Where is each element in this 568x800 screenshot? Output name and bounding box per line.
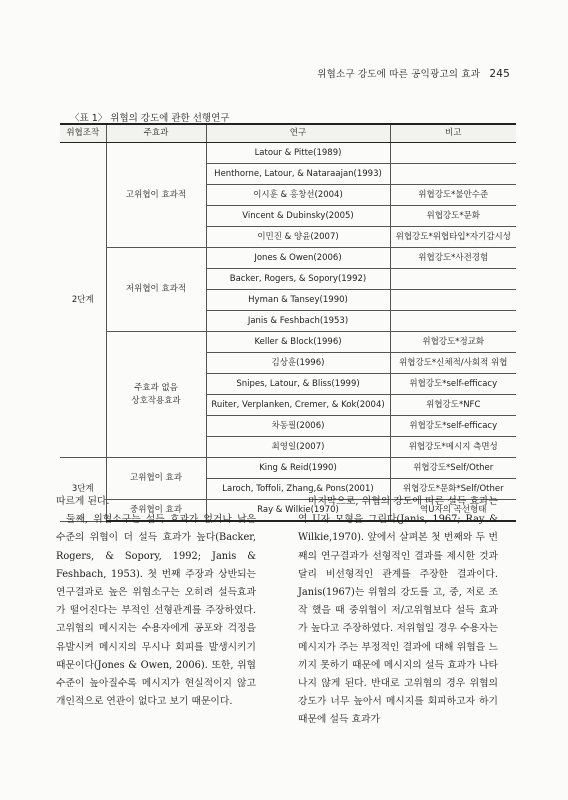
table-header-row bbox=[60, 124, 516, 143]
header-study: 연구 bbox=[206, 124, 390, 143]
note-cell: 위협강도*위협타입*자기감시성 bbox=[390, 227, 516, 248]
main-effect-cell: 중위협이 효과 bbox=[106, 500, 206, 522]
body-paragraph: 둘째, 위협소구는 설득 효과가 없거나 낮은 수준의 위협이 더 설득 효과가 높다(Backer, Rogers, & Sopory, 1992; Janis & Feshbach, 1953). 첫 번째 주장과 상반되는 연구결과로 높은 위협소구는 오히려 설득효과가 떨어진다는 부적인 선형관계를 주장하였다. 고위협의 메시지는 수용자에게 공포와 걱정을 유발시켜 메시지의 무시나 회피를 발생시키기 때문이다(Jones & Owen, 2006). 또한, 위협 수준이 높아질수록 메시지가 현실적이지 않고 개인적으로 연관이 없다고 보기 때문이다. bbox=[56, 514, 256, 708]
header-note: 비고 bbox=[390, 124, 516, 143]
study-cell: Laroch, Toffoli, Zhang,& Pons(2001) bbox=[206, 479, 390, 500]
note-cell: 위협강도*정교화 bbox=[390, 332, 516, 353]
stage-cell: 2단계 bbox=[60, 143, 106, 458]
table-row bbox=[60, 143, 516, 164]
study-cell: Vincent & Dubinsky(2005) bbox=[206, 206, 390, 227]
study-cell: 차동필(2006) bbox=[206, 416, 390, 437]
body-paragraph: 따르게 된다. bbox=[56, 496, 110, 507]
study-cell: Snipes, Latour, & Bliss(1999) bbox=[206, 374, 390, 395]
study-cell: Henthorne, Latour, & Nataraajan(1993) bbox=[206, 164, 390, 185]
running-header-title: 위협소구 강도에 따른 공익광고의 효과 bbox=[317, 69, 481, 80]
note-cell: 위협강도*신체적/사회적 위협 bbox=[390, 353, 516, 374]
note-cell: 위협강도*메시지 측면성 bbox=[390, 437, 516, 458]
study-cell: 김상훈(1996) bbox=[206, 353, 390, 374]
study-cell: 이시훈 & 홍창선(2004) bbox=[206, 185, 390, 206]
table-row bbox=[60, 458, 516, 479]
note-cell: 위협강도*Self/Other bbox=[390, 458, 516, 479]
main-effect-cell: 저위협이 효과적 bbox=[106, 248, 206, 332]
note-cell bbox=[390, 164, 516, 185]
note-cell bbox=[390, 311, 516, 332]
header-main-effect: 주효과 bbox=[106, 124, 206, 143]
note-cell: 위협강도*불안수준 bbox=[390, 185, 516, 206]
main-effect-cell: 고위협이 효과 bbox=[106, 458, 206, 500]
note-cell: 위협강도*self-efficacy bbox=[390, 416, 516, 437]
table-row bbox=[60, 248, 516, 269]
note-cell bbox=[390, 269, 516, 290]
body-column-left bbox=[56, 493, 256, 711]
note-cell: 위협강도*NFC bbox=[390, 395, 516, 416]
body-paragraph: 마지막으로, 위협의 강도에 따른 설득 효과는 역 U자 모형을 그린다(Janis, 1967; Ray & Wilkie,1970). 앞에서 살펴본 첫 번째와 두 번째의 연구결과가 선형적인 결과를 제시한 것과 달리 비선형적인 관계를 주장한 결과이다. Janis(1967)는 위협의 강도를 고, 중, 저로 조작 했을 때 중위협이 저/고위협보다 설득 효과가 높다고 주장하였다. 저위협일 경우 수용자는 메시지가 주는 부정적인 결과에 대해 위협을 느끼지 못하기 때문에 메시지의 설득 효과가 나타나지 않게 된다. 반대로 고위협의 경우 위협의 강도가 너무 높아서 메시지를 회피하고자 하기 때문에 설득 효과가 bbox=[298, 496, 498, 726]
header-manipulation: 위협조작 bbox=[60, 124, 106, 143]
note-cell bbox=[390, 143, 516, 164]
note-cell: 위협강도*사전경험 bbox=[390, 248, 516, 269]
study-cell: Latour & Pitte(1989) bbox=[206, 143, 390, 164]
study-cell: Jones & Owen(2006) bbox=[206, 248, 390, 269]
table-caption: 〈표 1〉 위협의 강도에 관한 선행연구 bbox=[70, 113, 230, 124]
note-cell: 위협강도*self-efficacy bbox=[390, 374, 516, 395]
study-cell: 최영일(2007) bbox=[206, 437, 390, 458]
literature-table bbox=[60, 123, 516, 522]
study-cell: Hyman & Tansey(1990) bbox=[206, 290, 390, 311]
study-cell: Ray & Wilkie(1970) bbox=[206, 500, 390, 522]
study-cell: Ruiter, Verplanken, Cremer, & Kok(2004) bbox=[206, 395, 390, 416]
main-effect-cell: 주효과 없음 상호작용효과 bbox=[106, 332, 206, 458]
study-cell: Janis & Feshbach(1953) bbox=[206, 311, 390, 332]
note-cell: 역U자의 곡선형태 bbox=[390, 500, 516, 522]
study-cell: Backer, Rogers, & Sopory(1992) bbox=[206, 269, 390, 290]
study-cell: 이민진 & 양윤(2007) bbox=[206, 227, 390, 248]
note-cell bbox=[390, 290, 516, 311]
body-column-right bbox=[298, 493, 498, 730]
study-cell: Keller & Block(1996) bbox=[206, 332, 390, 353]
running-header bbox=[317, 66, 510, 80]
study-cell: King & Reid(1990) bbox=[206, 458, 390, 479]
main-effect-cell: 고위협이 효과적 bbox=[106, 143, 206, 248]
stage-cell: 3단계 bbox=[60, 458, 106, 522]
note-cell: 위협강도*문화*Self/Other bbox=[390, 479, 516, 500]
page-number: 245 bbox=[489, 68, 510, 80]
table-row bbox=[60, 332, 516, 353]
table-body bbox=[60, 143, 516, 522]
note-cell: 위협강도*문화 bbox=[390, 206, 516, 227]
